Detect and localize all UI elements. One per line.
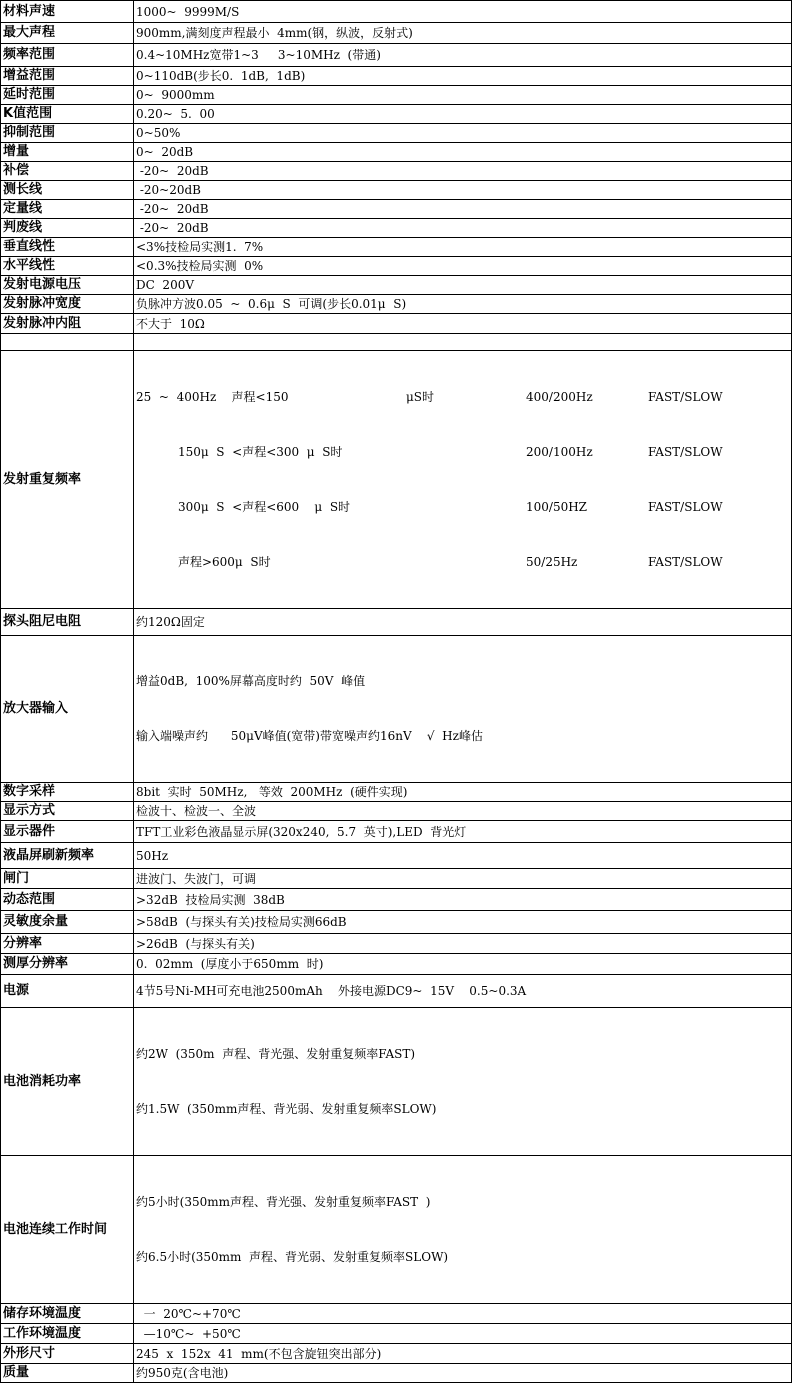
spec-row [1, 783, 792, 802]
row-value: 约950克(含电池) [134, 1364, 792, 1383]
value-line: 约1.5W (350mm声程、背光弱、发射重复频率SLOW) [136, 1102, 437, 1116]
spec-row [1, 143, 792, 162]
spec-row [1, 1008, 792, 1156]
row-label: 增益范围 [1, 67, 134, 86]
spec-row [1, 934, 792, 954]
spec-row [1, 1344, 792, 1364]
spec-row [1, 276, 792, 295]
spec-row [1, 889, 792, 911]
freq-cell-range: 25 ~ 400Hz 声程<150 [136, 390, 289, 404]
row-label: 发射脉冲内阻 [1, 314, 134, 334]
row-label: 显示器件 [1, 821, 134, 843]
row-value: 0~ 9000mm [134, 86, 792, 105]
spec-row [1, 802, 792, 821]
row-value: 不大于 10Ω [134, 314, 792, 334]
freq-cell-range: 150μ S <声程<300 μ S时 [136, 445, 343, 459]
freq-table [134, 351, 792, 609]
row-value: 50Hz [134, 843, 792, 869]
row-label: 液晶屏刷新频率 [1, 843, 134, 869]
spec-row [1, 911, 792, 934]
row-value: 0. 02mm (厚度小于650mm 时) [134, 954, 792, 975]
row-value: -20~ 20dB [134, 200, 792, 219]
row-label: 垂直线性 [1, 238, 134, 257]
row-value: 245 x 152x 41 mm(不包含旋钮突出部分) [134, 1344, 792, 1364]
row-value: <0.3%技检局实测 0% [134, 257, 792, 276]
row-label: 补偿 [1, 162, 134, 181]
row-label: 测长线 [1, 181, 134, 200]
row-value: 0~50% [134, 124, 792, 143]
spec-row [1, 1364, 792, 1383]
row-label: 探头阻尼电阻 [1, 609, 134, 636]
freq-cell-frequency: 400/200Hz [526, 390, 593, 404]
row-value: >26dB (与探头有关) [134, 934, 792, 954]
row-value: 负脉冲方波0.05 ~ 0.6μ S 可调(步长0.01μ S) [134, 295, 792, 314]
spec-row [1, 295, 792, 314]
row-label: 质量 [1, 1364, 134, 1383]
spec-row [1, 314, 792, 334]
freq-cell-unit [406, 553, 526, 572]
freq-row [136, 388, 791, 407]
row-label: 延时范围 [1, 86, 134, 105]
spec-row [1, 44, 792, 67]
freq-cell-frequency: 200/100Hz [526, 445, 593, 459]
row-label: 最大声程 [1, 23, 134, 44]
value-line: 增益0dB, 100%屏幕高度时约 50V 峰值 [136, 674, 366, 688]
row-value: —10℃~ +50℃ [134, 1324, 792, 1344]
freq-cell-range: 300μ S <声程<600 μ S时 [136, 500, 351, 514]
row-label: 闸门 [1, 869, 134, 889]
value-line: 约2W (350m 声程、背光强、发射重复频率FAST) [136, 1047, 416, 1061]
freq-row [136, 553, 791, 572]
row-label: 储存环境温度 [1, 1304, 134, 1324]
row-label: 电源 [1, 975, 134, 1008]
row-label: 抑制范围 [1, 124, 134, 143]
row-label: 水平线性 [1, 257, 134, 276]
freq-cell-range: 声程>600μ S时 [136, 555, 271, 569]
row-label: 工作环境温度 [1, 1324, 134, 1344]
row-value: 1000~ 9999M/S [134, 1, 792, 23]
row-value-multiline [134, 1156, 792, 1304]
spec-row [1, 238, 792, 257]
value-line: 约6.5小时(350mm 声程、背光弱、发射重复频率SLOW) [136, 1250, 449, 1264]
spec-row [1, 821, 792, 843]
spec-row [1, 609, 792, 636]
freq-cell-mode: FAST/SLOW [648, 555, 723, 569]
row-label: 电池消耗功率 [1, 1008, 134, 1156]
row-label: 判废线 [1, 219, 134, 238]
row-label: 测厚分辨率 [1, 954, 134, 975]
row-label: 发射电源电压 [1, 276, 134, 295]
spec-row [1, 86, 792, 105]
spec-row [1, 105, 792, 124]
row-label: 发射脉冲宽度 [1, 295, 134, 314]
freq-cell-unit [406, 498, 526, 517]
spec-row [1, 1, 792, 23]
spec-row [1, 124, 792, 143]
row-value: 900mm,满刻度声程最小 4mm(钢，纵波，反射式) [134, 23, 792, 44]
row-label: 材料声速 [1, 1, 134, 23]
spec-row-repetition-frequency [1, 351, 792, 609]
spec-row [1, 219, 792, 238]
freq-cell-frequency: 50/25Hz [526, 555, 578, 569]
spec-table-body [1, 1, 792, 1383]
row-label: 放大器输入 [1, 636, 134, 783]
row-value: >58dB (与探头有关)技检局实测66dB [134, 911, 792, 934]
spec-row [1, 162, 792, 181]
spec-row [1, 869, 792, 889]
freq-cell-mode: FAST/SLOW [648, 390, 723, 404]
row-value: DC 200V [134, 276, 792, 295]
spec-row [1, 23, 792, 44]
freq-cell-mode: FAST/SLOW [648, 500, 723, 514]
row-value: 进波门、失波门，可调 [134, 869, 792, 889]
row-value: 4节5号Ni-MH可充电池2500mAh 外接电源DC9~ 15V 0.5~0.3A [134, 975, 792, 1008]
spec-row [1, 843, 792, 869]
freq-cell-unit: μS时 [406, 390, 435, 404]
spec-row [1, 1304, 792, 1324]
freq-cell-mode: FAST/SLOW [648, 445, 723, 459]
spec-row [1, 636, 792, 783]
row-label: 发射重复频率 [1, 351, 134, 609]
value-line: 输入端噪声约 50μV峰值(宽带)带宽噪声约16nV √ Hz峰估 [136, 729, 483, 743]
row-value: 0.20~ 5. 00 [134, 105, 792, 124]
row-value: >32dB 技检局实测 38dB [134, 889, 792, 911]
row-value: 0~ 20dB [134, 143, 792, 162]
row-label: 灵敏度余量 [1, 911, 134, 934]
row-value: 0~110dB(步长0. 1dB, 1dB) [134, 67, 792, 86]
freq-row [136, 498, 791, 517]
row-value: -20~ 20dB [134, 219, 792, 238]
row-label: 增量 [1, 143, 134, 162]
row-value [134, 334, 792, 351]
spec-row [1, 200, 792, 219]
row-value: -20~ 20dB [134, 162, 792, 181]
spec-row [1, 1324, 792, 1344]
row-label: K值范围 [1, 105, 134, 124]
row-label: 分辨率 [1, 934, 134, 954]
row-value: 0.4~10MHz宽带1~3 3~10MHz (带通) [134, 44, 792, 67]
row-value-multiline [134, 636, 792, 783]
row-label: 频率范围 [1, 44, 134, 67]
spec-row [1, 181, 792, 200]
row-label: 外形尺寸 [1, 1344, 134, 1364]
row-label: 数字采样 [1, 783, 134, 802]
row-value: 约120Ω固定 [134, 609, 792, 636]
spec-row [1, 954, 792, 975]
spec-row [1, 1156, 792, 1304]
spec-row [1, 975, 792, 1008]
row-value-multiline [134, 1008, 792, 1156]
row-label: 电池连续工作时间 [1, 1156, 134, 1304]
row-value: TFT工业彩色液晶显示屏(320x240, 5.7 英寸),LED 背光灯 [134, 821, 792, 843]
row-label: 显示方式 [1, 802, 134, 821]
value-line: 约5小时(350mm声程、背光强、发射重复频率FAST ) [136, 1195, 431, 1209]
spec-row [1, 257, 792, 276]
spec-row-blank [1, 334, 792, 351]
row-value: 检波十、检波一、全波 [134, 802, 792, 821]
row-value: 8bit 实时 50MHz, 等效 200MHz (硬件实现) [134, 783, 792, 802]
row-label [1, 334, 134, 351]
freq-cell-unit [406, 443, 526, 462]
spec-row [1, 67, 792, 86]
row-label: 动态范围 [1, 889, 134, 911]
freq-row [136, 443, 791, 462]
row-label: 定量线 [1, 200, 134, 219]
row-value: -20~20dB [134, 181, 792, 200]
freq-cell-frequency: 100/50HZ [526, 500, 588, 514]
row-value: <3%技检局实测1. 7% [134, 238, 792, 257]
row-value: 一 20℃~+70℃ [134, 1304, 792, 1324]
